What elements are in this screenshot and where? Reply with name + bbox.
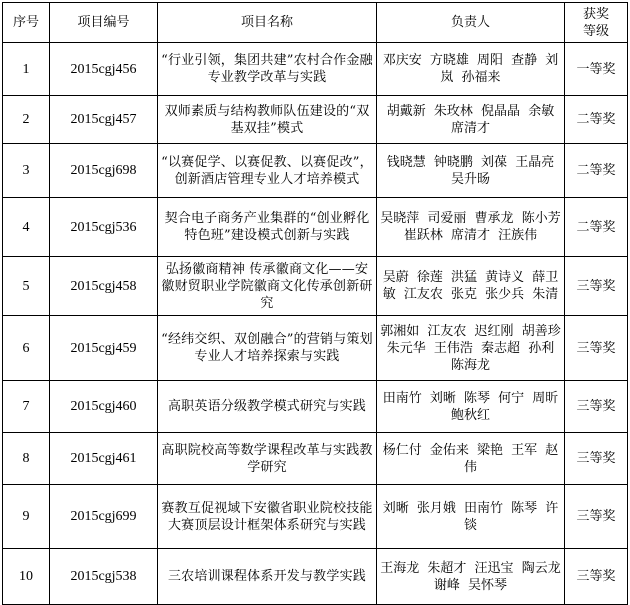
- row-award: 三等奖: [565, 433, 628, 485]
- table-row: [3, 316, 628, 381]
- header-code: 项目编号: [50, 3, 158, 43]
- row-name: “以赛促学、以赛促教、以赛促改”，创新酒店管理专业人才培养模式: [158, 144, 377, 198]
- row-leaders: 王海龙 朱超才 汪迅宝 陶云龙 谢峰 吴怀琴: [377, 549, 565, 605]
- table-row: [3, 433, 628, 485]
- row-award: 三等奖: [565, 316, 628, 381]
- row-name: 双师素质与结构教师队伍建设的“双基双挂”模式: [158, 96, 377, 144]
- row-name: 高职院校高等数学课程改革与实践教学研究: [158, 433, 377, 485]
- row-award: 三等奖: [565, 257, 628, 316]
- row-leaders: 郭湘如 江友农 迟红刚 胡善珍 朱元华 王伟浩 秦志超 孙利 陈海龙: [377, 316, 565, 381]
- table-row: [3, 485, 628, 549]
- table-row: [3, 144, 628, 198]
- row-name: 高职英语分级教学模式研究与实践: [158, 381, 377, 433]
- row-leaders: 胡戴新 朱玫林 倪晶晶 余敏 席清才: [377, 96, 565, 144]
- row-name: 契合电子商务产业集群的“创业孵化特色班”建设模式创新与实践: [158, 198, 377, 257]
- row-code: 2015cgj699: [50, 485, 158, 549]
- table-row: [3, 257, 628, 316]
- row-award: 二等奖: [565, 96, 628, 144]
- row-leaders: 吴晓萍 司爱丽 曹承龙 陈小芳 崔跃林 席清才 汪族伟: [377, 198, 565, 257]
- row-index: 5: [3, 257, 50, 316]
- row-code: 2015cgj461: [50, 433, 158, 485]
- row-leaders: 邓庆安 方晓雄 周阳 查静 刘岚 孙福来: [377, 43, 565, 96]
- row-index: 8: [3, 433, 50, 485]
- row-award: 三等奖: [565, 485, 628, 549]
- row-index: 3: [3, 144, 50, 198]
- row-index: 1: [3, 43, 50, 96]
- row-index: 9: [3, 485, 50, 549]
- header-index: 序号: [3, 3, 50, 43]
- table-row: [3, 381, 628, 433]
- row-leaders: 钱晓慧 钟晓鹏 刘葆 王晶亮 吴升旸: [377, 144, 565, 198]
- row-award: 一等奖: [565, 43, 628, 96]
- row-leaders: 刘晰 张月娥 田南竹 陈琴 许锬: [377, 485, 565, 549]
- table-row: [3, 96, 628, 144]
- awards-table: [2, 2, 628, 605]
- row-index: 2: [3, 96, 50, 144]
- row-index: 10: [3, 549, 50, 605]
- row-code: 2015cgj456: [50, 43, 158, 96]
- row-name: “经纬交织、双创融合”的营销与策划专业人才培养探索与实践: [158, 316, 377, 381]
- row-leaders: 吴蔚 徐莲 洪猛 黄诗义 薛卫敏 江友农 张克 张少兵 朱清: [377, 257, 565, 316]
- row-index: 4: [3, 198, 50, 257]
- header-row: [3, 3, 628, 43]
- row-award: 三等奖: [565, 381, 628, 433]
- row-code: 2015cgj458: [50, 257, 158, 316]
- row-index: 6: [3, 316, 50, 381]
- header-award: 获奖等级: [565, 3, 628, 43]
- row-award: 二等奖: [565, 198, 628, 257]
- row-award: 二等奖: [565, 144, 628, 198]
- row-code: 2015cgj698: [50, 144, 158, 198]
- row-code: 2015cgj459: [50, 316, 158, 381]
- row-code: 2015cgj538: [50, 549, 158, 605]
- row-leaders: 杨仁付 金佑来 梁艳 王军 赵伟: [377, 433, 565, 485]
- table-row: [3, 198, 628, 257]
- table-row: [3, 549, 628, 605]
- row-name: 弘扬徽商精神 传承徽商文化——安徽财贸职业学院徽商文化传承创新研究: [158, 257, 377, 316]
- row-index: 7: [3, 381, 50, 433]
- row-code: 2015cgj457: [50, 96, 158, 144]
- row-code: 2015cgj536: [50, 198, 158, 257]
- row-name: “行业引领，集团共建”农村合作金融专业教学改革与实践: [158, 43, 377, 96]
- row-code: 2015cgj460: [50, 381, 158, 433]
- row-name: 赛教互促视域下安徽省职业院校技能大赛顶层设计框架体系研究与实践: [158, 485, 377, 549]
- table-row: [3, 43, 628, 96]
- row-award: 三等奖: [565, 549, 628, 605]
- header-leaders: 负责人: [377, 3, 565, 43]
- row-leaders: 田南竹 刘晰 陈琴 何宁 周昕 鲍秋红: [377, 381, 565, 433]
- row-name: 三农培训课程体系开发与教学实践: [158, 549, 377, 605]
- header-name: 项目名称: [158, 3, 377, 43]
